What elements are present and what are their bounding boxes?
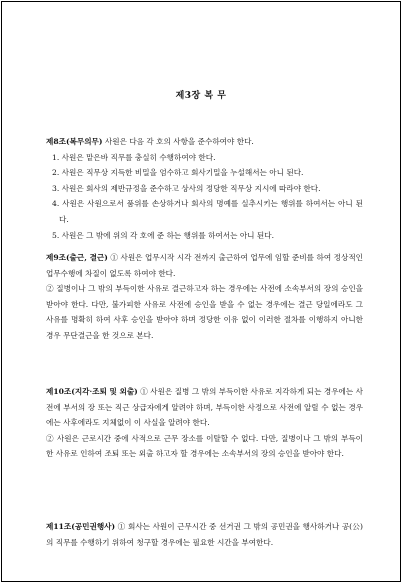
article-11-heading: 제11조(공민권행사) (46, 522, 116, 531)
article-8-item-4: 4. 사원은 사원으로서 품위를 손상하거나 회사의 명예를 실추시키는 행위를 하여서는 아니 된다. (52, 199, 363, 224)
article-8-item-3: 3. 사원은 회사의 제반규정을 준수하고 상사의 정당한 직무상 지시에 따라야 한다. (52, 183, 321, 193)
article-9-para-2: ② 질병이나 그 밖의 부득이한 사유로 결근하고자 하는 경우에는 사전에 소속부서의 장의 승인을 받아야 한다. 다만, 불가피한 사유로 사전에 승인을 받을 수 없는 경우에는 결근 당일에라도 그 사유를 명확히 하여 사후 승인을 받아야 하며 정당한 이유 없이 이러한 절차를 이행하지 아니한 경우 무단결근을 한 것으로 본다. (46, 284, 363, 340)
document-page (1, 1, 401, 582)
article-8-intro: 사원은 다음 각 호의 사항을 준수하여야 한다. (102, 137, 254, 146)
article-8-item-5: 5. 사원은 그 밖에 위의 각 호에 준 하는 행위를 하여서는 아니 된다. (52, 230, 275, 240)
article-9 (46, 250, 363, 344)
chapter-title: 제3장 복 무 (175, 91, 227, 101)
article-8-item-2: 2. 사원은 직무상 지득한 비밀을 엄수하고 회사기밀을 누설해서는 아니 된다. (52, 168, 304, 178)
article-9-heading: 제9조(출근, 결근) (46, 253, 108, 262)
article-10-para-1: ① 사원은 질병 그 밖의 부득이한 사유로 지각하게 되는 경우에는 사전에 부서의 장 또는 직근 상급자에게 알려야 하며, 부득이한 사정으로 사전에 알릴 수 없는 경우에는 사후에라도 지체없이 이 사실을 알려야 한다. (46, 387, 363, 428)
article-9-para-1: ① 사원은 업무시작 시각 전까지 출근하여 업무에 임할 준비를 하여 정상적인 업무수행에 차질이 없도록 하여야 한다. (46, 253, 363, 278)
article-11 (46, 519, 363, 550)
article-8-heading: 제8조(복무의무) (46, 137, 103, 146)
article-10-heading: 제10조(지각·조퇴 및 외출) (46, 387, 138, 396)
article-11-para-1: ① 회사는 사원이 근무시간 중 선거권 그 밖의 공민권을 행사하거나 공(公)의 직무를 수행하기 위하여 청구할 경우에는 필요한 시간을 부여한다. (46, 522, 363, 547)
article-10-para-2: ② 사원은 근로시간 중에 사적으로 근무 장소를 이탈할 수 없다. 다만, 질병이나 그 밖의 부득이한 사유로 인하여 조퇴 또는 외출 하고자 할 경우에는 소속부서의 장의 승인을 받아야 한다. (46, 433, 363, 459)
article-8-item-1: 1. 사원은 맡은바 직무를 충실히 수행하여야 한다. (52, 152, 216, 162)
article-8 (46, 134, 363, 243)
article-10 (46, 384, 363, 462)
